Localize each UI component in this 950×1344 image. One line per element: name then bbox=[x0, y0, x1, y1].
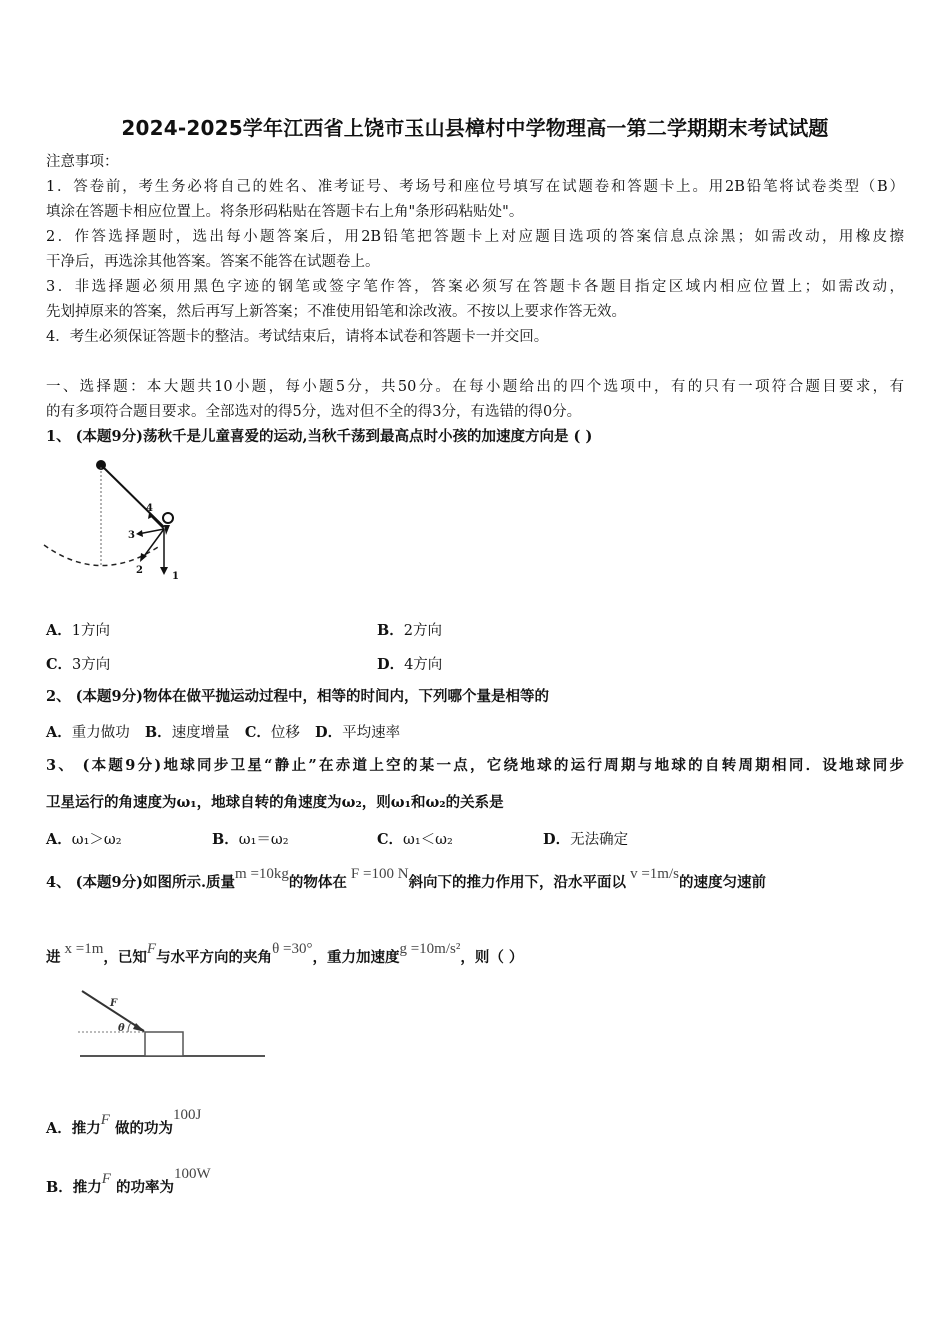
question-3-number: 3、 bbox=[46, 757, 76, 774]
distance-value: x =1m bbox=[64, 941, 104, 957]
notice-line-4: 干净后，再选涂其他答案。答案不能答在试题卷上。 bbox=[46, 254, 380, 270]
swing-label-3: 3 bbox=[128, 530, 135, 541]
question-1-text: 荡秋千是儿童喜爱的运动,当秋千荡到最高点时小孩的加速度方向是 ( ) bbox=[142, 428, 593, 445]
mass-value: m =10kg bbox=[235, 866, 289, 882]
child-head bbox=[163, 513, 173, 523]
notice-heading: 注意事项： bbox=[46, 154, 119, 170]
velocity-value: v =1m/s bbox=[630, 866, 679, 882]
notice-line-1: 1．答卷前，考生务必将自己的姓名、准考证号、考场号和座位号填写在试题卷和答题卡上。用2B铅笔将试卷类型（B） bbox=[46, 179, 904, 195]
question-2-option-d[interactable]: D．平均速率 bbox=[315, 724, 401, 741]
question-3-option-b[interactable]: B．ω₁＝ω₂ bbox=[212, 831, 289, 848]
question-1-option-d[interactable]: D．4方向 bbox=[377, 656, 443, 673]
question-1-number: 1、 bbox=[46, 428, 71, 445]
question-1-option-a[interactable]: A．1方向 bbox=[46, 622, 110, 639]
question-3-option-a[interactable]: A．ω₁＞ω₂ bbox=[46, 831, 122, 848]
question-2-options bbox=[46, 721, 400, 742]
question-3-stem-line-1 bbox=[46, 756, 904, 776]
notice-line-7: 4．考生必须保证答题卡的整洁。考试结束后，请将本试卷和答题卡一并交回。 bbox=[46, 329, 549, 345]
notice-line-5: 3．非选择题必须用黑色字迹的钢笔或签字笔作答，答案必须写在答题卡各题目指定区域内相应位置上；如需改动， bbox=[46, 279, 904, 295]
question-3-stem-line-2: 卫星运行的角速度为ω₁，地球自转的角速度为ω₂，则ω₁和ω₂的关系是 bbox=[46, 794, 504, 811]
child-body bbox=[164, 525, 170, 535]
option-a-value: 100J bbox=[173, 1107, 202, 1123]
block-push-figure bbox=[70, 985, 270, 1065]
question-3-option-c[interactable]: C．ω₁＜ω₂ bbox=[377, 831, 453, 848]
swing-label-2: 2 bbox=[136, 565, 143, 576]
angle-value: θ =30° bbox=[272, 941, 313, 957]
question-1-stem bbox=[46, 427, 592, 447]
question-2-option-b[interactable]: B．速度增量 bbox=[144, 724, 230, 741]
question-1-tag: (本题9分) bbox=[75, 428, 143, 445]
question-2-text: 物体在做平抛运动过程中，相等的时间内，下列哪个量是相等的 bbox=[142, 688, 549, 705]
question-4-stem-line-1: 4、 (本题9分)如图所示.质量m =10kg的物体在 F =100 N斜向下的推力作用下，沿水平面以 v =1m/s的速度匀速前 bbox=[46, 866, 766, 891]
question-2-stem bbox=[46, 687, 549, 707]
section-intro-line-1: 一、选择题：本大题共10小题，每小题5分，共50分。在每小题给出的四个选项中，有的只有一项符合题目要求，有 bbox=[46, 379, 904, 395]
question-2-option-a[interactable]: A．重力做功 bbox=[46, 724, 130, 741]
force-symbol: F bbox=[146, 941, 157, 957]
question-2-option-c[interactable]: C．位移 bbox=[244, 724, 300, 741]
section-intro-line-2: 的有多项符合题目要求。全部选对的得5分，选对但不全的得3分，有选错的得0分。 bbox=[46, 404, 582, 420]
question-4-option-b[interactable]: B．推力F 的功率为100W bbox=[46, 1166, 211, 1196]
question-4-option-a[interactable]: A．推力F 做的功为100J bbox=[46, 1107, 202, 1137]
swing-figure bbox=[40, 455, 200, 585]
question-3-text-1: 地球同步卫星“静止”在赤道上空的某一点，它绕地球的运行周期与地球的自转周期相同．设地球同步 bbox=[161, 757, 904, 774]
notice-line-3: 2．作答选择题时，选出每小题答案后，用2B铅笔把答题卡上对应题目选项的答案信息点涂黑；如需改动，用橡皮擦 bbox=[46, 229, 904, 245]
question-4-tag: (本题9分) bbox=[75, 874, 143, 891]
option-b-value: 100W bbox=[174, 1166, 211, 1182]
angle-label: θ bbox=[118, 1023, 125, 1034]
swing-label-4: 4 bbox=[146, 503, 153, 514]
notice-line-2: 填涂在答题卡相应位置上。将条形码粘贴在答题卡右上角"条形码粘贴处"。 bbox=[46, 204, 524, 220]
force-value: F =100 N bbox=[350, 866, 409, 882]
force-arrow bbox=[82, 991, 144, 1031]
question-1-option-b[interactable]: B．2方向 bbox=[377, 622, 442, 639]
question-2-tag: (本题9分) bbox=[75, 688, 143, 705]
swing-rope bbox=[101, 465, 164, 527]
question-3-option-d[interactable]: D．无法确定 bbox=[543, 831, 629, 848]
question-4-number: 4、 bbox=[46, 874, 71, 891]
question-4-stem-line-2: 进 x =1m，已知F与水平方向的夹角θ =30°，重力加速度g =10m/s²，则（ ） bbox=[46, 941, 524, 966]
block bbox=[145, 1032, 183, 1056]
swing-label-1: 1 bbox=[172, 571, 179, 582]
gravity-value: g =10m/s² bbox=[399, 941, 461, 957]
exam-title: 2024-2025学年江西省上饶市玉山县樟村中学物理高一第二学期期末考试试题 bbox=[121, 116, 829, 140]
notice-line-6: 先划掉原来的答案，然后再写上新答案；不准使用铅笔和涂改液。不按以上要求作答无效。 bbox=[46, 304, 626, 320]
question-1-option-c[interactable]: C．3方向 bbox=[46, 656, 111, 673]
force-label: F bbox=[110, 998, 118, 1009]
question-2-number: 2、 bbox=[46, 688, 71, 705]
question-3-tag: (本题9分) bbox=[82, 757, 162, 774]
